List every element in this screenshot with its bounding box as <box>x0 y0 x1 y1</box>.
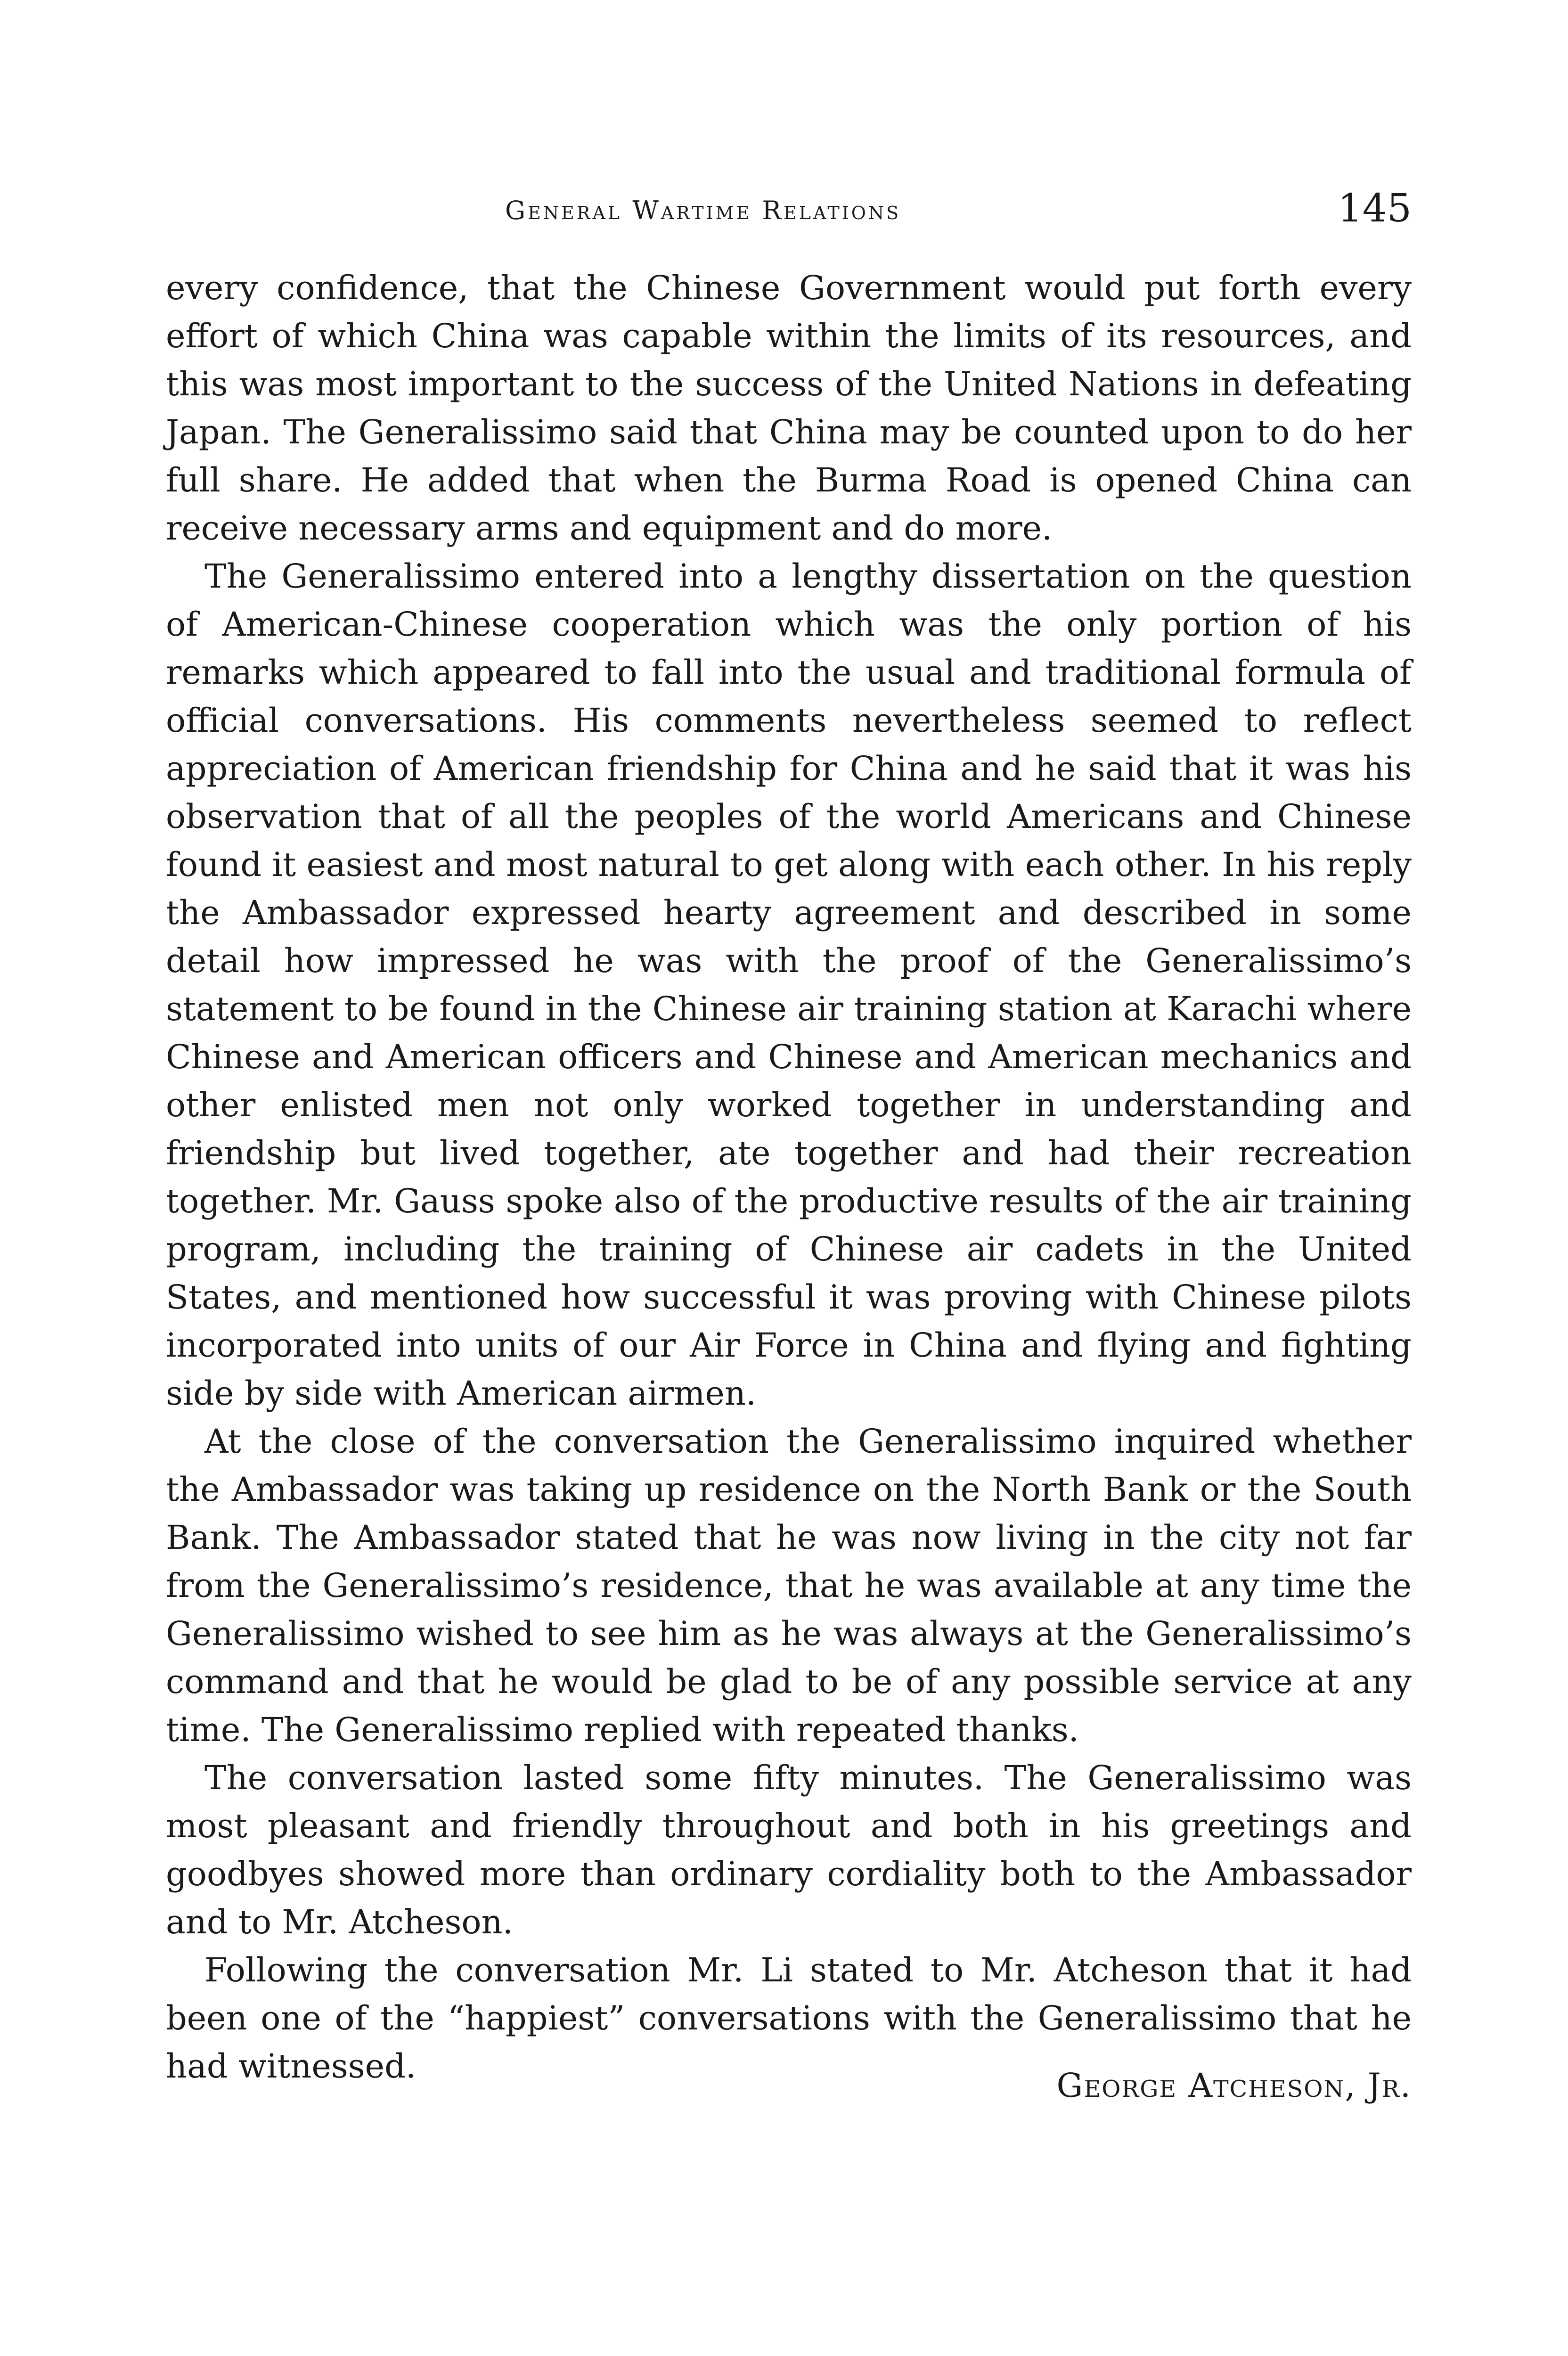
paragraph-5: Following the conversation Mr. Li stated to Mr. Atcheson that it had been one of the “happiest” conversations with the Generalissimo that he had witnessed. <box>166 1951 1412 2086</box>
page-number: 145 <box>1338 186 1412 231</box>
paragraph-1: every confidence, that the Chinese Government would put forth every effort of which China was capable within the limits of its resources, and this was most important to the success of the United Nations in defeating Japan. The Generalissimo said that China may be counted upon to do her full share. He added that when the Burma Road is opened China can receive necessary arms and equipment and do more. <box>166 269 1412 548</box>
paragraph-2: The Generalissimo entered into a lengthy dissertation on the question of American-Chinese cooperation which was the only portion of his remarks which appeared to fall into the usual and traditional formula of official conversations. His comments nevertheless seemed to reflect appreciation of American friendship for China and he said that it was his observation that of all the peoples of the world Americans and Chinese found it easiest and most natural to get along with each other. In his reply the Ambassador expressed hearty agreement and described in some detail how impressed he was with the proof of the Generalissimo’s statement to be found in the Chinese air training station at Karachi where Chinese and American officers and Chinese and American mechanics and other enlisted men not only worked together in understanding and friendship but lived together, ate together and had their recreation together. Mr. Gauss spoke also of the productive results of the air training program, including the training of Chinese air cadets in the United States, and mentioned how successful it was proving with Chinese pilots incorporated into units of our Air Force in China and flying and fighting side by side with American airmen. <box>166 557 1412 1413</box>
signature: George Atcheson, Jr. <box>1056 2066 1412 2105</box>
body-text <box>166 264 1412 2090</box>
page-header <box>166 186 1412 238</box>
paragraph-3: At the close of the conversation the Generalissimo inquired whether the Ambassador was taking up residence on the North Bank or the South Bank. The Ambassador stated that he was now living in the city not far from the Generalissimo’s residence, that he was available at any time the Generalissimo wished to see him as he was always at the Generalissimo’s command and that he would be glad to be of any possible service at any time. The Generalissimo replied with repeated thanks. <box>166 1422 1412 1749</box>
paragraph-4: The conversation lasted some fifty minutes. The Generalissimo was most pleasant and friendly throughout and both in his greetings and goodbyes showed more than ordinary cordiality both to the Ambassador and to Mr. Atcheson. <box>166 1759 1412 1941</box>
running-title: General Wartime Relations <box>505 196 901 225</box>
